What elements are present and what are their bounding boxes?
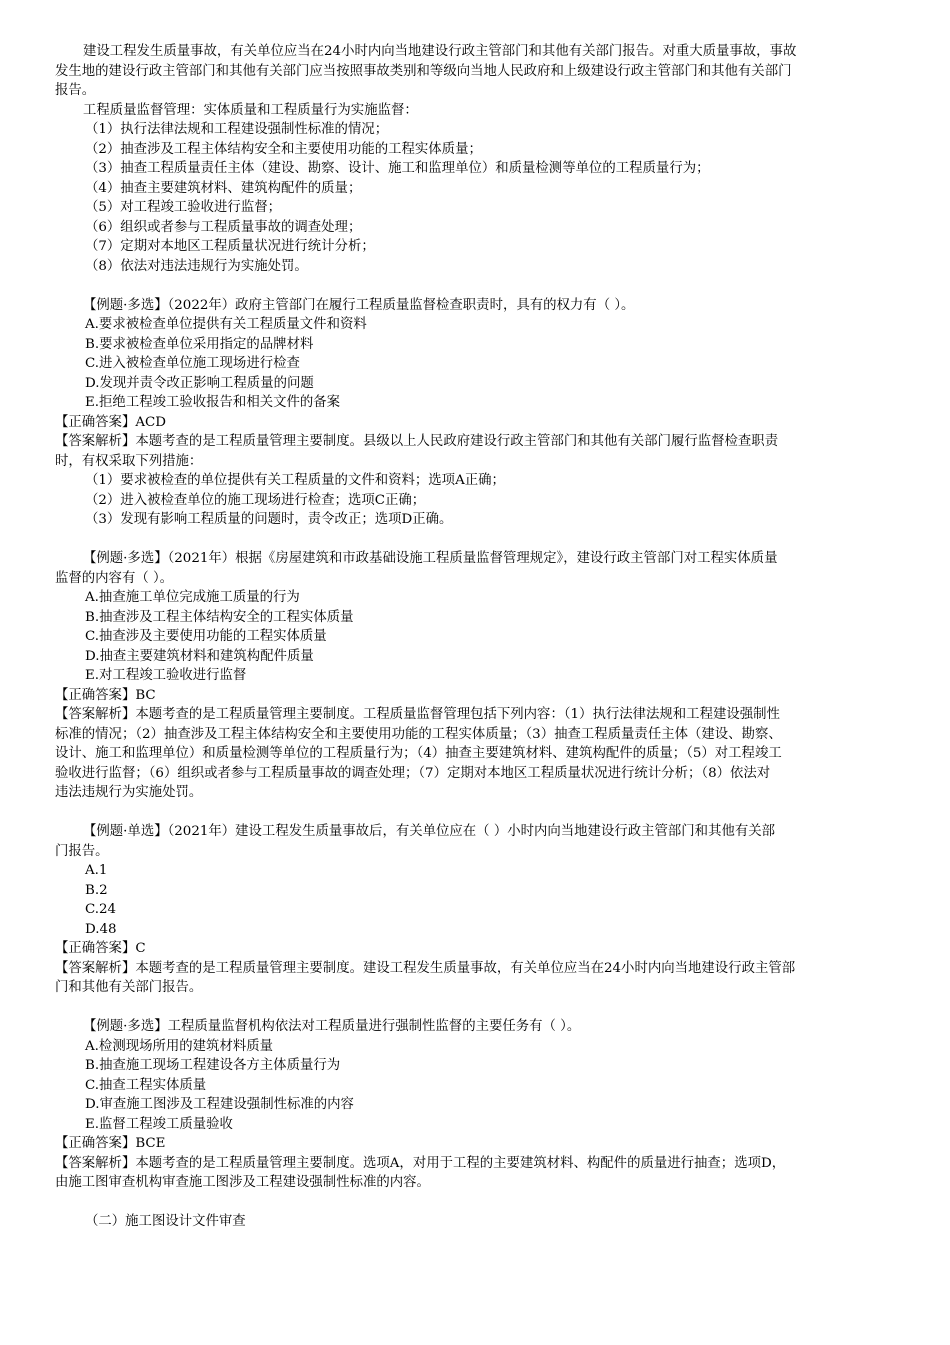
answer-analysis: 时，有权采取下列措施： — [55, 453, 203, 469]
section-heading: （二）施工图设计文件审查 — [85, 1214, 246, 1229]
option-item: B.抽查涉及工程主体结构安全的工程实体质量 — [85, 609, 354, 625]
supervision-item: （4）抽查主要建筑材料、建筑构配件的质量； — [85, 180, 362, 196]
measure-item: （3）发现有影响工程质量的问题时，责令改正；选项D正确。 — [85, 512, 453, 527]
option-item: E.拒绝工程竣工验收报告和相关文件的备案 — [85, 395, 341, 410]
option-item: A.1 — [85, 863, 108, 878]
option-item: B.要求被检查单位采用指定的品牌材料 — [85, 336, 314, 352]
option-item: C.抽查涉及主要使用功能的工程实体质量 — [85, 629, 327, 644]
correct-answer: 【正确答案】BCE — [55, 1136, 166, 1151]
measure-item: （1）要求被检查的单位提供有关工程质量的文件和资料；选项A正确； — [85, 473, 505, 488]
question-text: 监督的内容有（ ）。 — [55, 570, 174, 586]
option-item: A.要求被检查单位提供有关工程质量文件和资料 — [85, 317, 367, 332]
option-item: D.审查施工图涉及工程建设强制性标准的内容 — [85, 1097, 354, 1112]
option-item: A.检测现场所用的建筑材料质量 — [85, 1038, 274, 1054]
question-text: 【例题·多选】（2022年）政府主管部门在履行工程质量监督检查职责时，具有的权力有（ ）。 — [83, 297, 635, 313]
answer-analysis: 【答案解析】本题考查的是工程质量管理主要制度。工程质量监督管理包括下列内容：（1）执行法律法规和工程建设强制性 — [55, 707, 780, 722]
supervision-item: （5）对工程竣工验收进行监督； — [85, 200, 281, 215]
intro-para-line: 发生地的建设行政主管部门和其他有关部门应当按照事故类别和等级向当地人民政府和上级建设行政主管部门和其他有关部门 — [55, 63, 792, 79]
option-item: C.24 — [85, 902, 117, 917]
question-text: 【例题·单选】（2021年）建设工程发生质量事故后，有关单位应在（ ）小时内向当地建设行政主管部门和其他有关部 — [83, 824, 776, 839]
supervision-item: （3）抽查工程质量责任主体（建设、勘察、设计、施工和监理单位）和质量检测等单位的工程质量行为； — [85, 161, 710, 176]
answer-analysis: 违法违规行为实施处罚。 — [55, 785, 203, 800]
question-text: 【例题·多选】（2021年）根据《房屋建筑和市政基础设施工程质量监督管理规定》，建设行政主管部门对工程实体质量 — [83, 551, 778, 566]
question-text: 【例题·多选】工程质量监督机构依法对工程质量进行强制性监督的主要任务有（ ）。 — [83, 1019, 581, 1034]
supervision-item: （2）抽查涉及工程主体结构安全和主要使用功能的工程实体质量； — [85, 141, 482, 157]
option-item: E.监督工程竣工质量验收 — [85, 1116, 233, 1132]
supervision-item: （6）组织或者参与工程质量事故的调查处理； — [85, 219, 362, 235]
document-page — [55, 42, 905, 1232]
answer-analysis: 标准的情况；（2）抽查涉及工程主体结构安全和主要使用功能的工程实体质量；（3）抽查工程质量责任主体（建设、勘察、 — [55, 726, 782, 742]
option-item: A.抽查施工单位完成施工质量的行为 — [85, 590, 300, 605]
answer-analysis: 门和其他有关部门报告。 — [55, 980, 203, 995]
intro-para-line: 报告。 — [55, 83, 96, 98]
supervision-item: （7）定期对本地区工程质量状况进行统计分析； — [85, 239, 375, 254]
supervision-item: （1）执行法律法规和工程建设强制性标准的情况； — [85, 122, 389, 137]
correct-answer: 【正确答案】ACD — [55, 414, 166, 430]
option-item: B.抽查施工现场工程建设各方主体质量行为 — [85, 1058, 341, 1073]
answer-analysis: 验收进行监督；（6）组织或者参与工程质量事故的调查处理；（7）定期对本地区工程质量状况进行统计分析；（8）依法对 — [55, 765, 771, 781]
option-item: E.对工程竣工验收进行监督 — [85, 668, 247, 683]
intro-para-line: 建设工程发生质量事故，有关单位应当在24小时内向当地建设行政主管部门和其他有关部门报告。对重大质量事故，事故 — [83, 44, 797, 59]
question-text: 门报告。 — [55, 843, 109, 859]
option-item: B.2 — [85, 882, 108, 898]
option-item: C.抽查工程实体质量 — [85, 1077, 207, 1093]
option-item: C.进入被检查单位施工现场进行检查 — [85, 356, 300, 371]
answer-analysis: 【答案解析】本题考查的是工程质量管理主要制度。县级以上人民政府建设行政主管部门和其他有关部门履行监督检查职责 — [55, 434, 779, 449]
answer-analysis: 【答案解析】本题考查的是工程质量管理主要制度。选项A，对用于工程的主要建筑材料、构配件的质量进行抽查；选项D， — [55, 1155, 786, 1171]
correct-answer: 【正确答案】C — [55, 941, 146, 956]
answer-analysis: 【答案解析】本题考查的是工程质量管理主要制度。建设工程发生质量事故，有关单位应当在24小时内向当地建设行政主管部 — [55, 960, 796, 976]
measure-item: （2）进入被检查单位的施工现场进行检查；选项C正确； — [85, 492, 426, 508]
answer-analysis: 设计、施工和监理单位）和质量检测等单位的工程质量行为；（4）抽查主要建筑材料、建筑构配件的质量；（5）对工程竣工 — [55, 746, 782, 761]
option-item: D.48 — [85, 921, 117, 937]
option-item: D.抽查主要建筑材料和建筑构配件质量 — [85, 648, 314, 664]
supervision-item: （8）依法对违法违规行为实施处罚。 — [85, 258, 308, 274]
supervision-title: 工程质量监督管理：实体质量和工程质量行为实施监督： — [83, 102, 418, 118]
option-item: D.发现并责令改正影响工程质量的问题 — [85, 375, 314, 391]
answer-analysis: 由施工图审查机构审查施工图涉及工程建设强制性标准的内容。 — [55, 1175, 430, 1190]
correct-answer: 【正确答案】BC — [55, 687, 156, 703]
